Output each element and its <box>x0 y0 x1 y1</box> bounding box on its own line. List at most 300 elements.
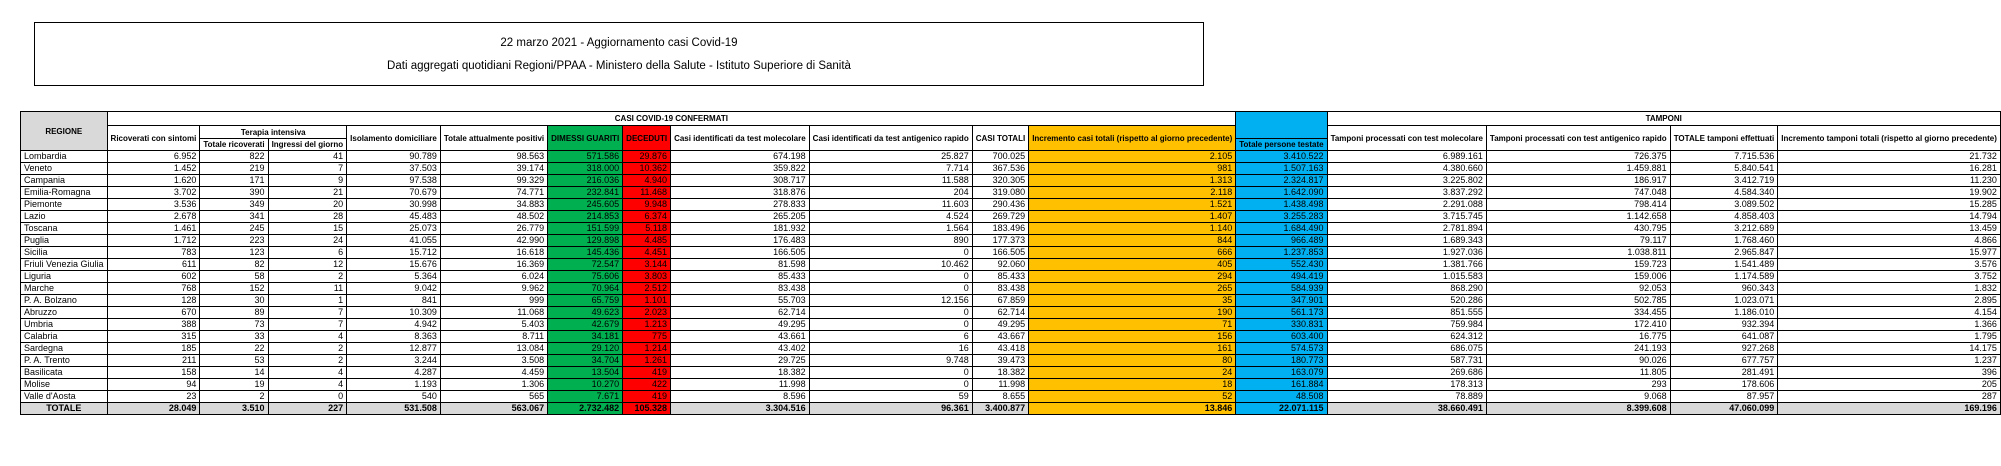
table-cell-value: 10.270 <box>548 379 623 391</box>
table-cell-value: 245.605 <box>548 199 623 211</box>
table-cell-value: 390 <box>200 187 268 199</box>
table-total-value: 47.060.099 <box>1670 403 1778 415</box>
header-deceduti: DECEDUTI <box>623 126 671 151</box>
header-dimessi-guariti: DIMESSI GUARITI <box>548 126 623 151</box>
header-group-tamponi: TAMPONI <box>1327 112 2000 126</box>
table-cell-value: 603.400 <box>1236 331 1327 343</box>
table-cell-value: 83.438 <box>972 283 1028 295</box>
table-cell-value: 166.505 <box>972 247 1028 259</box>
table-cell-value: 85.433 <box>671 271 810 283</box>
table-cell-value: 11.998 <box>972 379 1028 391</box>
table-cell-value: 3.089.502 <box>1670 199 1778 211</box>
table-cell-value: 4.287 <box>347 367 441 379</box>
table-cell-value: 552.430 <box>1236 259 1327 271</box>
table-cell-value: 430.795 <box>1486 223 1670 235</box>
table-cell-value: 123 <box>200 247 268 259</box>
header-totale-persone-testate: Totale persone testate <box>1236 139 1327 151</box>
table-cell-value: 4.524 <box>809 211 972 223</box>
table-cell-value: 11.468 <box>623 187 671 199</box>
table-cell-value: 330.831 <box>1236 319 1327 331</box>
table-cell-value: 265.205 <box>671 211 810 223</box>
table-cell-value: 11.603 <box>809 199 972 211</box>
table-cell-value: 1.261 <box>623 355 671 367</box>
table-cell-value: 11.230 <box>1778 175 2001 187</box>
table-total-value: 105.328 <box>623 403 671 415</box>
table-cell-value: 19 <box>200 379 268 391</box>
table-cell-value: 178.313 <box>1327 379 1486 391</box>
header-region: REGIONE <box>21 112 108 151</box>
table-cell-value: 18.382 <box>972 367 1028 379</box>
table-cell-value: 7 <box>268 307 347 319</box>
table-cell-value: 34.181 <box>548 331 623 343</box>
table-cell-value: 15.712 <box>347 247 441 259</box>
table-cell-value: 21 <box>268 187 347 199</box>
table-cell-value: 5.118 <box>623 223 671 235</box>
table-cell-value: 90.789 <box>347 151 441 163</box>
table-cell-value: 334.455 <box>1486 307 1670 319</box>
table-cell-value: 16 <box>809 343 972 355</box>
table-cell-value: 2.023 <box>623 307 671 319</box>
table-row <box>21 355 2001 367</box>
table-total-value: 169.196 <box>1778 403 2001 415</box>
table-cell-value: 30.998 <box>347 199 441 211</box>
table-cell-value: 4.451 <box>623 247 671 259</box>
table-row <box>21 247 2001 259</box>
table-cell-value: 3.410.522 <box>1236 151 1327 163</box>
table-cell-value: 30 <box>200 295 268 307</box>
table-cell-value: 49.623 <box>548 307 623 319</box>
table-cell-value: 315 <box>107 331 200 343</box>
table-cell-value: 565 <box>440 391 547 403</box>
table-cell-value: 205 <box>1778 379 2001 391</box>
table-cell-value: 11.068 <box>440 307 547 319</box>
table-cell-value: 1.313 <box>1029 175 1236 187</box>
table-cell-value: 151.599 <box>548 223 623 235</box>
table-cell-value: 1 <box>268 295 347 307</box>
table-cell-value: 19.902 <box>1778 187 2001 199</box>
table-cell-value: 674.198 <box>671 151 810 163</box>
table-cell-value: 72.547 <box>548 259 623 271</box>
table-row <box>21 163 2001 175</box>
table-cell-value: 178.606 <box>1670 379 1778 391</box>
table-cell-value: 677.757 <box>1670 355 1778 367</box>
table-cell-value: 1.015.583 <box>1327 271 1486 283</box>
table-total-value: 531.508 <box>347 403 441 415</box>
report-title: 22 marzo 2021 - Aggiornamento casi Covid-19 <box>500 36 738 49</box>
table-cell-value: 981 <box>1029 163 1236 175</box>
table-cell-value: 759.984 <box>1327 319 1486 331</box>
table-cell-value: 9.962 <box>440 283 547 295</box>
table-cell-value: 177.373 <box>972 235 1028 247</box>
header-casi-test-antigenico: Casi identificati da test antigenico rapido <box>809 126 972 151</box>
header-tamponi-molecolare: Tamponi processati con test molecolare <box>1327 126 1486 151</box>
table-cell-value: 3.702 <box>107 187 200 199</box>
table-cell-value: 775 <box>623 331 671 343</box>
table-cell-value: 8.711 <box>440 331 547 343</box>
table-cell-value: 1.186.010 <box>1670 307 1778 319</box>
report-subtitle: Dati aggregati quotidiani Regioni/PPAA - Ministero della Salute - Istituto Superiore di Sanità <box>387 59 851 72</box>
table-cell-value: 341 <box>200 211 268 223</box>
table-cell-value: 1.140 <box>1029 223 1236 235</box>
table-cell-value: 14.175 <box>1778 343 2001 355</box>
table-total-value: 2.732.482 <box>548 403 623 415</box>
table-cell-value: 602 <box>107 271 200 283</box>
table-cell-value: 1.642.090 <box>1236 187 1327 199</box>
table-cell-value: 1.684.490 <box>1236 223 1327 235</box>
table-cell-value: 185 <box>107 343 200 355</box>
table-row <box>21 187 2001 199</box>
table-row <box>21 235 2001 247</box>
header-casi-totali: CASI TOTALI <box>972 126 1028 151</box>
table-cell-region: Veneto <box>21 163 108 175</box>
table-cell-value: 211 <box>107 355 200 367</box>
table-cell-value: 3.837.292 <box>1327 187 1486 199</box>
table-cell-value: 768 <box>107 283 200 295</box>
header-terapia-intensiva: Terapia intensiva <box>200 126 347 139</box>
table-cell-value: 5.403 <box>440 319 547 331</box>
table-cell-value: 5.364 <box>347 271 441 283</box>
table-row <box>21 283 2001 295</box>
table-cell-region: Calabria <box>21 331 108 343</box>
table-cell-value: 6 <box>268 247 347 259</box>
table-cell-value: 159.006 <box>1486 271 1670 283</box>
table-cell-value: 245 <box>200 223 268 235</box>
table-cell-value: 574.573 <box>1236 343 1327 355</box>
table-cell-value: 265 <box>1029 283 1236 295</box>
table-cell-value: 494.419 <box>1236 271 1327 283</box>
table-cell-value: 159.723 <box>1486 259 1670 271</box>
table-cell-region: Lombardia <box>21 151 108 163</box>
table-cell-region: Emilia-Romagna <box>21 187 108 199</box>
table-cell-value: 686.075 <box>1327 343 1486 355</box>
table-cell-value: 3.244 <box>347 355 441 367</box>
table-cell-value: 319.080 <box>972 187 1028 199</box>
table-cell-value: 216.036 <box>548 175 623 187</box>
table-cell-value: 7.714 <box>809 163 972 175</box>
table-cell-value: 29.876 <box>623 151 671 163</box>
table-cell-value: 34.704 <box>548 355 623 367</box>
header-incremento-tamponi: Incremento tamponi totali (rispetto al giorno precedente) <box>1778 126 2001 151</box>
table-cell-value: 45.483 <box>347 211 441 223</box>
table-cell-value: 74.771 <box>440 187 547 199</box>
table-cell-region: Liguria <box>21 271 108 283</box>
table-cell-value: 3.255.283 <box>1236 211 1327 223</box>
table-cell-value: 15.285 <box>1778 199 2001 211</box>
table-cell-value: 4.940 <box>623 175 671 187</box>
table-cell-value: 2.512 <box>623 283 671 295</box>
table-cell-value: 3.576 <box>1778 259 2001 271</box>
table-cell-value: 65.759 <box>548 295 623 307</box>
table-cell-value: 70.679 <box>347 187 441 199</box>
covid-data-table <box>20 111 2001 415</box>
table-cell-value: 932.394 <box>1670 319 1778 331</box>
header-isolamento-domiciliare: Isolamento domiciliare <box>347 126 441 151</box>
table-cell-value: 1.306 <box>440 379 547 391</box>
table-cell-value: 1.461 <box>107 223 200 235</box>
table-cell-region: Lazio <box>21 211 108 223</box>
table-cell-value: 92.053 <box>1486 283 1670 295</box>
table-cell-value: 9 <box>268 175 347 187</box>
table-cell-value: 844 <box>1029 235 1236 247</box>
table-body <box>21 151 2001 415</box>
table-cell-value: 62.714 <box>671 307 810 319</box>
header-group-confermati: CASI COVID-19 CONFERMATI <box>107 112 1236 126</box>
table-row <box>21 343 2001 355</box>
table-total-value: 3.400.877 <box>972 403 1028 415</box>
table-row <box>21 271 2001 283</box>
table-cell-value: 16.369 <box>440 259 547 271</box>
table-cell-value: 39.473 <box>972 355 1028 367</box>
table-cell-value: 2.291.088 <box>1327 199 1486 211</box>
table-cell-value: 3.144 <box>623 259 671 271</box>
table-cell-value: 670 <box>107 307 200 319</box>
table-cell-value: 166.505 <box>671 247 810 259</box>
table-cell-value: 4.380.660 <box>1327 163 1486 175</box>
table-cell-value: 783 <box>107 247 200 259</box>
table-cell-value: 39.174 <box>440 163 547 175</box>
table-cell-value: 1.541.489 <box>1670 259 1778 271</box>
table-total-value: 38.660.491 <box>1327 403 1486 415</box>
table-cell-value: 359.822 <box>671 163 810 175</box>
table-cell-value: 14.794 <box>1778 211 2001 223</box>
table-cell-value: 1.795 <box>1778 331 2001 343</box>
table-cell-value: 186.917 <box>1486 175 1670 187</box>
table-cell-value: 287 <box>1778 391 2001 403</box>
report-header <box>34 22 1204 86</box>
table-cell-value: 71 <box>1029 319 1236 331</box>
table-cell-value: 6 <box>809 331 972 343</box>
table-cell-value: 0 <box>809 271 972 283</box>
table-cell-value: 1.214 <box>623 343 671 355</box>
table-cell-value: 13.084 <box>440 343 547 355</box>
table-cell-value: 29.725 <box>671 355 810 367</box>
table-cell-region: Umbria <box>21 319 108 331</box>
table-cell-value: 48.508 <box>1236 391 1327 403</box>
table-cell-value: 502.785 <box>1486 295 1670 307</box>
table-cell-region: Campania <box>21 175 108 187</box>
table-cell-value: 33 <box>200 331 268 343</box>
table-cell-value: 10.462 <box>809 259 972 271</box>
table-cell-value: 79.117 <box>1486 235 1670 247</box>
table-cell-value: 28 <box>268 211 347 223</box>
table-cell-region: Puglia <box>21 235 108 247</box>
table-cell-value: 561.173 <box>1236 307 1327 319</box>
table-cell-value: 52 <box>1029 391 1236 403</box>
table-cell-value: 3.752 <box>1778 271 2001 283</box>
table-cell-value: 320.305 <box>972 175 1028 187</box>
table-cell-region: Toscana <box>21 223 108 235</box>
table-cell-value: 5.840.541 <box>1670 163 1778 175</box>
table-cell-value: 641.087 <box>1670 331 1778 343</box>
table-cell-value: 293 <box>1486 379 1670 391</box>
table-cell-value: 851.555 <box>1327 307 1486 319</box>
table-cell-value: 2 <box>268 355 347 367</box>
table-cell-value: 180.773 <box>1236 355 1327 367</box>
table-cell-value: 53 <box>200 355 268 367</box>
table-cell-value: 1.101 <box>623 295 671 307</box>
table-cell-value: 49.295 <box>671 319 810 331</box>
table-cell-value: 367.536 <box>972 163 1028 175</box>
table-cell-value: 29.120 <box>548 343 623 355</box>
table-cell-value: 290.436 <box>972 199 1028 211</box>
table-cell-value: 15.676 <box>347 259 441 271</box>
header-ingressi-del-giorno: Ingressi del giorno <box>268 139 347 151</box>
table-cell-value: 11 <box>268 283 347 295</box>
table-cell-value: 396 <box>1778 367 2001 379</box>
table-cell-region: P. A. Trento <box>21 355 108 367</box>
table-cell-value: 422 <box>623 379 671 391</box>
table-cell-value: 43.402 <box>671 343 810 355</box>
table-cell-value: 7 <box>268 163 347 175</box>
table-cell-value: 156 <box>1029 331 1236 343</box>
table-cell-value: 349 <box>200 199 268 211</box>
table-cell-value: 34.883 <box>440 199 547 211</box>
table-total-value: 22.071.115 <box>1236 403 1327 415</box>
table-cell-value: 611 <box>107 259 200 271</box>
table-cell-value: 73 <box>200 319 268 331</box>
table-cell-value: 129.898 <box>548 235 623 247</box>
table-cell-value: 584.939 <box>1236 283 1327 295</box>
table-cell-value: 747.048 <box>1486 187 1670 199</box>
table-total-value: 28.049 <box>107 403 200 415</box>
table-cell-value: 22 <box>200 343 268 355</box>
table-cell-value: 190 <box>1029 307 1236 319</box>
table-cell-value: 1.768.460 <box>1670 235 1778 247</box>
header-totale-ricoverati: Totale ricoverati <box>200 139 268 151</box>
table-cell-value: 419 <box>623 367 671 379</box>
table-cell-value: 152 <box>200 283 268 295</box>
table-cell-value: 0 <box>809 367 972 379</box>
table-cell-value: 48.502 <box>440 211 547 223</box>
table-cell-value: 171 <box>200 175 268 187</box>
table-cell-value: 4 <box>268 367 347 379</box>
table-cell-value: 1.459.881 <box>1486 163 1670 175</box>
table-cell-value: 3.212.689 <box>1670 223 1778 235</box>
table-row <box>21 307 2001 319</box>
table-cell-value: 16.775 <box>1486 331 1670 343</box>
table-cell-value: 59 <box>809 391 972 403</box>
table-cell-value: 2.324.817 <box>1236 175 1327 187</box>
table-cell-value: 2 <box>268 271 347 283</box>
table-total-value: 3.510 <box>200 403 268 415</box>
table-cell-value: 3.803 <box>623 271 671 283</box>
table-row <box>21 211 2001 223</box>
table-row <box>21 175 2001 187</box>
table-row <box>21 319 2001 331</box>
table-cell-value: 158 <box>107 367 200 379</box>
table-cell-value: 868.290 <box>1327 283 1486 295</box>
table-cell-value: 4.866 <box>1778 235 2001 247</box>
table-cell-value: 97.538 <box>347 175 441 187</box>
table-cell-value: 4.858.403 <box>1670 211 1778 223</box>
table-cell-value: 232.841 <box>548 187 623 199</box>
table-cell-region: Basilicata <box>21 367 108 379</box>
table-cell-value: 3.412.719 <box>1670 175 1778 187</box>
table-cell-value: 347.901 <box>1236 295 1327 307</box>
table-cell-value: 99.329 <box>440 175 547 187</box>
table-cell-value: 318.000 <box>548 163 623 175</box>
table-cell-value: 7.715.536 <box>1670 151 1778 163</box>
table-cell-value: 1.237 <box>1778 355 2001 367</box>
table-cell-value: 4.485 <box>623 235 671 247</box>
table-cell-value: 1.237.853 <box>1236 247 1327 259</box>
table-cell-value: 1.142.658 <box>1486 211 1670 223</box>
table-cell-value: 11.588 <box>809 175 972 187</box>
table-cell-value: 62.714 <box>972 307 1028 319</box>
table-cell-value: 1.620 <box>107 175 200 187</box>
table-cell-value: 4.584.340 <box>1670 187 1778 199</box>
table-cell-value: 25.073 <box>347 223 441 235</box>
table-cell-value: 98.563 <box>440 151 547 163</box>
table-cell-value: 1.038.811 <box>1486 247 1670 259</box>
table-cell-value: 41.055 <box>347 235 441 247</box>
table-cell-value: 85.433 <box>972 271 1028 283</box>
table-cell-value: 223 <box>200 235 268 247</box>
table-cell-value: 87.957 <box>1670 391 1778 403</box>
table-cell-value: 82 <box>200 259 268 271</box>
table-cell-value: 1.689.343 <box>1327 235 1486 247</box>
table-row <box>21 391 2001 403</box>
table-cell-region: Abruzzo <box>21 307 108 319</box>
table-cell-value: 4.459 <box>440 367 547 379</box>
table-cell-value: 2.105 <box>1029 151 1236 163</box>
table-cell-value: 960.343 <box>1670 283 1778 295</box>
table-cell-value: 1.174.589 <box>1670 271 1778 283</box>
table-cell-value: 1.366 <box>1778 319 2001 331</box>
table-cell-value: 308.717 <box>671 175 810 187</box>
table-cell-value: 16.281 <box>1778 163 2001 175</box>
table-cell-value: 0 <box>809 379 972 391</box>
table-row <box>21 199 2001 211</box>
table-cell-value: 841 <box>347 295 441 307</box>
header-totale-attualmente-positivi: Totale attualmente positivi <box>440 126 547 151</box>
table-cell-value: 666 <box>1029 247 1236 259</box>
table-cell-value: 9.068 <box>1486 391 1670 403</box>
table-cell-value: 0 <box>809 307 972 319</box>
table-cell-value: 11.805 <box>1486 367 1670 379</box>
table-cell-value: 204 <box>809 187 972 199</box>
table-cell-value: 18 <box>1029 379 1236 391</box>
table-cell-value: 798.414 <box>1486 199 1670 211</box>
table-cell-value: 92.060 <box>972 259 1028 271</box>
table-total-value: 3.304.516 <box>671 403 810 415</box>
table-cell-value: 75.606 <box>548 271 623 283</box>
table-cell-value: 49.295 <box>972 319 1028 331</box>
table-cell-value: 587.731 <box>1327 355 1486 367</box>
table-cell-value: 11.998 <box>671 379 810 391</box>
table-cell-value: 278.833 <box>671 199 810 211</box>
table-row <box>21 259 2001 271</box>
table-cell-value: 41 <box>268 151 347 163</box>
table-cell-value: 1.381.766 <box>1327 259 1486 271</box>
table-cell-value: 700.025 <box>972 151 1028 163</box>
table-cell-value: 161.884 <box>1236 379 1327 391</box>
table-total-value: 563.067 <box>440 403 547 415</box>
table-header-subgroups <box>21 126 2001 139</box>
table-cell-value: 16.618 <box>440 247 547 259</box>
table-cell-value: 10.309 <box>347 307 441 319</box>
table-cell-value: 83.438 <box>671 283 810 295</box>
table-cell-value: 269.729 <box>972 211 1028 223</box>
table-cell-value: 43.418 <box>972 343 1028 355</box>
header-incremento-casi-totali: Incremento casi totali (rispetto al giorno precedente) <box>1029 126 1236 151</box>
table-cell-value: 89 <box>200 307 268 319</box>
table-cell-value: 7.671 <box>548 391 623 403</box>
table-cell-value: 2.895 <box>1778 295 2001 307</box>
table-cell-value: 145.436 <box>548 247 623 259</box>
table-cell-region: Friuli Venezia Giulia <box>21 259 108 271</box>
table-total-value: 8.399.608 <box>1486 403 1670 415</box>
